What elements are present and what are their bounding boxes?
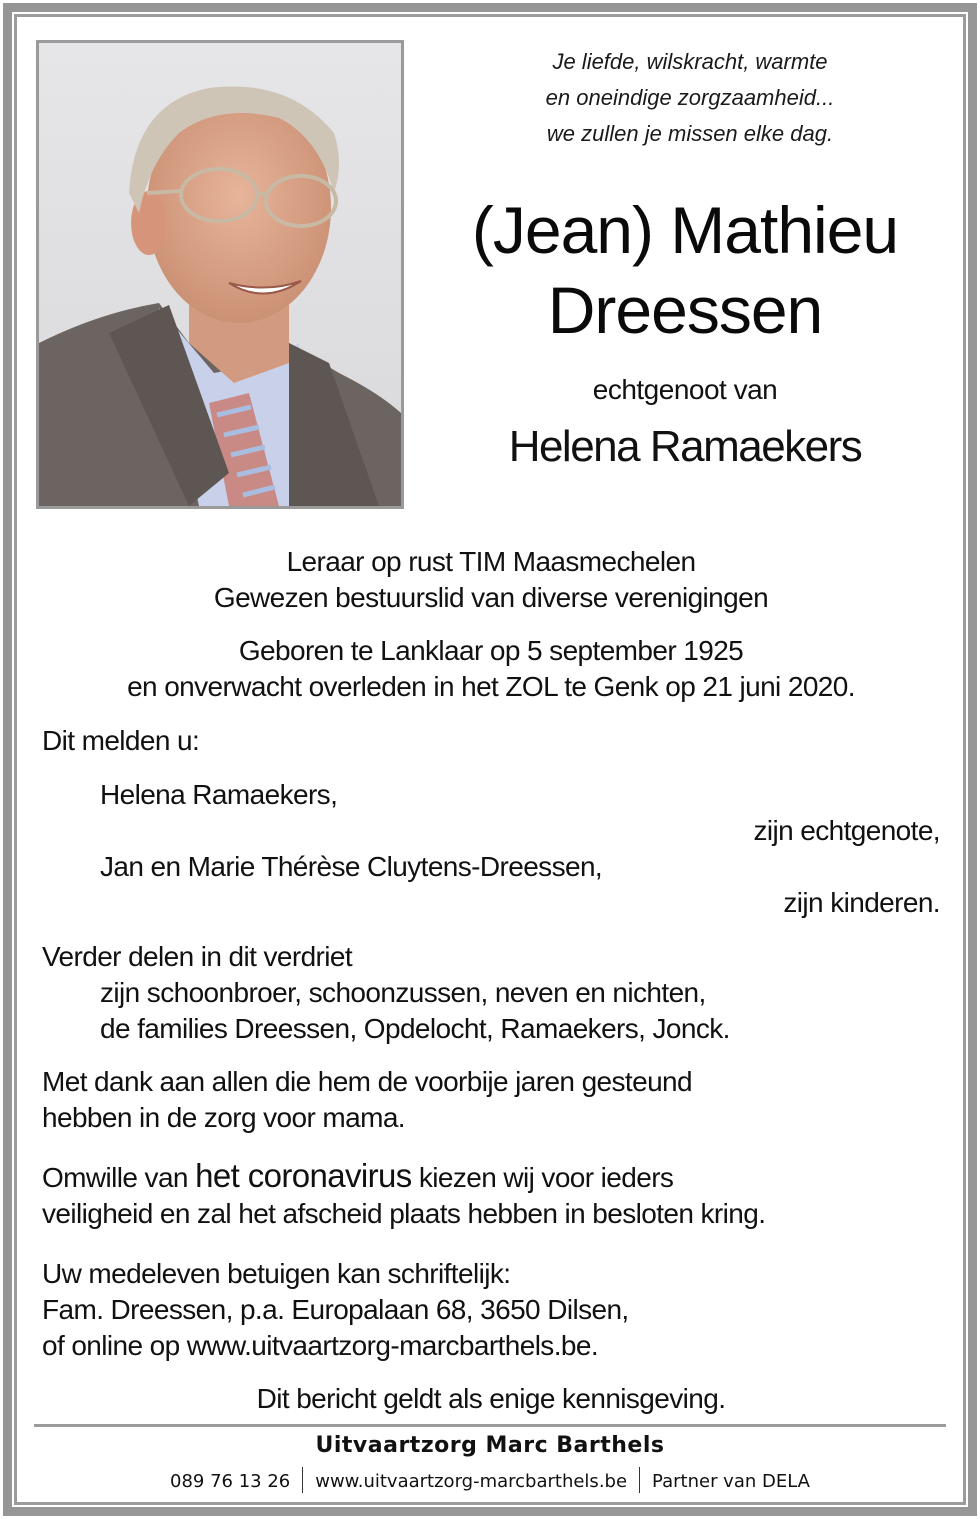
- thanks-line: hebben in de zorg voor mama.: [42, 1102, 405, 1133]
- funeral-company-info: [34, 1467, 946, 1493]
- condolences-line: Uw medeleven betuigen kan schriftelijk:: [42, 1258, 511, 1289]
- occupation-line: Gewezen bestuurslid van diverse verenigingen: [213, 582, 769, 613]
- announcer-relation: zijn echtgenote,: [753, 815, 940, 846]
- condolences-address: Fam. Dreessen, p.a. Europalaan 68, 3650 Dilsen,: [42, 1294, 629, 1325]
- deceased-first-name: (Jean) Mathieu: [471, 193, 899, 267]
- portrait-photo-icon: [39, 43, 401, 506]
- announcers-intro: Dit melden u:: [42, 725, 200, 756]
- portrait-photo: [36, 40, 404, 509]
- announcer-relation: zijn kinderen.: [783, 887, 940, 918]
- birth-line: Geboren te Lanklaar op 5 september 1925: [238, 635, 744, 666]
- occupation-line: Leraar op rust TIM Maasmechelen: [286, 546, 696, 577]
- announcer-name: Helena Ramaekers,: [100, 779, 338, 810]
- memorial-motto: [430, 44, 950, 152]
- family-section: [42, 939, 940, 1047]
- company-website-link[interactable]: www.uitvaartzorg-marcbarthels.be: [315, 1471, 628, 1492]
- family-intro: Verder delen in dit verdriet: [42, 941, 353, 972]
- corona-suffix: kiezen wij voor ieders: [411, 1162, 674, 1193]
- footer-divider: [34, 1424, 946, 1427]
- notice-text: Dit bericht geldt als enige kennisgeving.: [256, 1383, 726, 1414]
- announcers: [42, 723, 940, 921]
- company-partner: Partner van DELA: [652, 1471, 810, 1492]
- separator: [302, 1467, 303, 1493]
- condolences-online: of online op www.uitvaartzorg-marcbarthels.be.: [42, 1330, 599, 1361]
- thanks-line: Met dank aan allen die hem de voorbije jaren gesteund: [42, 1066, 692, 1097]
- condolences-section: [42, 1256, 940, 1364]
- motto-line: en oneindige zorgzaamheid...: [545, 85, 835, 110]
- occupation: [42, 544, 940, 616]
- family-line: de families Dreessen, Opdelocht, Ramaekers, Jonck.: [100, 1013, 730, 1044]
- notice: [42, 1381, 940, 1417]
- corona-line: veiligheid en zal het afscheid plaats hebben in besloten kring.: [42, 1198, 766, 1229]
- motto-line: Je liefde, wilskracht, warmte: [552, 49, 828, 74]
- corona-section: [42, 1158, 940, 1232]
- family-line: zijn schoonbroer, schoonzussen, neven en nichten,: [100, 977, 706, 1008]
- corona-line: [42, 1158, 940, 1196]
- spouse-name: Helena Ramaekers: [508, 422, 862, 471]
- life-dates: [42, 633, 940, 705]
- deceased-name: [420, 190, 950, 350]
- funeral-company-name: Uitvaartzorg Marc Barthels: [315, 1433, 665, 1458]
- motto-line: we zullen je missen elke dag.: [546, 121, 834, 146]
- death-line: en onverwacht overleden in het ZOL te Genk op 21 juni 2020.: [127, 671, 855, 702]
- announcer-name: Jan en Marie Thérèse Cluytens-Dreessen,: [100, 851, 603, 882]
- corona-emphasis: het coronavirus: [195, 1157, 412, 1194]
- deceased-last-name: Dreessen: [547, 273, 823, 347]
- thanks-section: [42, 1064, 940, 1136]
- separator: [639, 1467, 640, 1493]
- corona-prefix: Omwille van: [42, 1162, 196, 1193]
- spouse-label: echtgenoot van: [592, 374, 778, 405]
- company-phone: 089 76 13 26: [170, 1471, 291, 1492]
